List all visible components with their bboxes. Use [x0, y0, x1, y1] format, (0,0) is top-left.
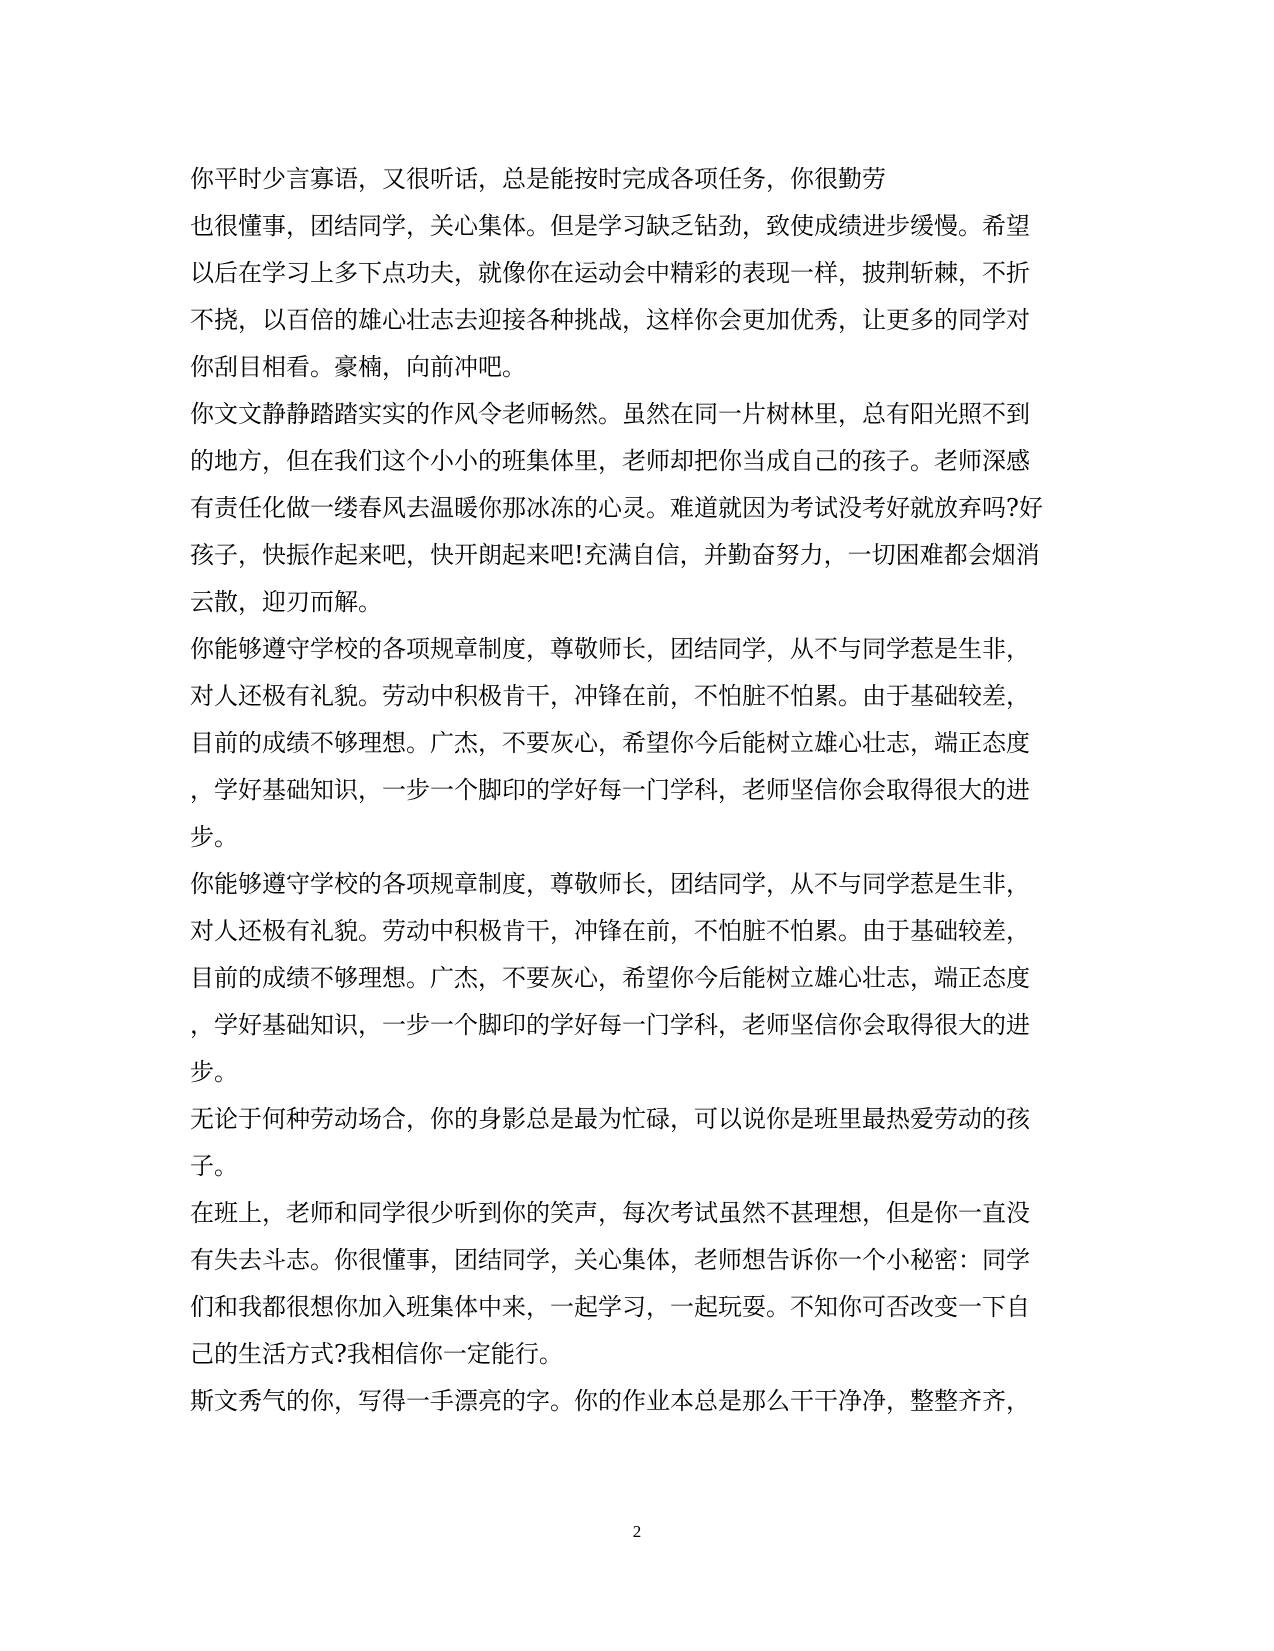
text-line: 们和我都很想你加入班集体中来，一起学习，一起玩耍。不知你可否改变一下自 — [190, 1293, 1030, 1321]
text-line: 目前的成绩不够理想。广杰，不要灰心，希望你今后能树立雄心壮志，端正态度 — [190, 729, 1030, 757]
text-line: ，学好基础知识，一步一个脚印的学好每一门学科，老师坚信你会取得很大的进 — [190, 776, 1030, 804]
text-line: 无论于何种劳动场合，你的身影总是最为忙碌，可以说你是班里最热爱劳动的孩 — [190, 1105, 1030, 1133]
text-line: 己的生活方式?我相信你一定能行。 — [190, 1340, 563, 1368]
text-line: 子。 — [190, 1152, 238, 1180]
text-line: 不挠，以百倍的雄心壮志去迎接各种挑战，这样你会更加优秀，让更多的同学对 — [190, 306, 1030, 334]
text-line: 目前的成绩不够理想。广杰，不要灰心，希望你今后能树立雄心壮志，端正态度 — [190, 964, 1030, 992]
text-line: 斯文秀气的你，写得一手漂亮的字。你的作业本总是那么干干净净，整整齐齐， — [190, 1387, 1030, 1415]
text-line: 有失去斗志。你很懂事，团结同学，关心集体，老师想告诉你一个小秘密：同学 — [190, 1246, 1030, 1274]
page-number: 2 — [632, 1522, 642, 1541]
text-line: ，学好基础知识，一步一个脚印的学好每一门学科，老师坚信你会取得很大的进 — [190, 1011, 1030, 1039]
text-line: 有责任化做一缕春风去温暖你那冰冻的心灵。难道就因为考试没考好就放弃吗?好 — [190, 494, 1043, 522]
text-line: 你能够遵守学校的各项规章制度，尊敬师长，团结同学，从不与同学惹是生非， — [190, 870, 1030, 898]
text-line: 你文文静静踏踏实实的作风令老师畅然。虽然在同一片树林里，总有阳光照不到 — [190, 400, 1030, 428]
text-line: 步。 — [190, 1058, 238, 1086]
text-line: 也很懂事，团结同学，关心集体。但是学习缺乏钻劲，致使成绩进步缓慢。希望 — [190, 212, 1030, 240]
text-line: 你刮目相看。豪楠，向前冲吧。 — [190, 353, 526, 381]
text-line: 孩子，快振作起来吧，快开朗起来吧!充满自信，并勤奋努力，一切困难都会烟消 — [190, 541, 1040, 569]
text-line: 对人还极有礼貌。劳动中积极肯干，冲锋在前，不怕脏不怕累。由于基础较差， — [190, 917, 1030, 945]
text-line: 在班上，老师和同学很少听到你的笑声，每次考试虽然不甚理想，但是你一直没 — [190, 1199, 1030, 1227]
text-line: 你能够遵守学校的各项规章制度，尊敬师长，团结同学，从不与同学惹是生非， — [190, 635, 1030, 663]
text-line: 对人还极有礼貌。劳动中积极肯干，冲锋在前，不怕脏不怕累。由于基础较差， — [190, 682, 1030, 710]
text-line: 的地方，但在我们这个小小的班集体里，老师却把你当成自己的孩子。老师深感 — [190, 447, 1030, 475]
text-line: 云散，迎刃而解。 — [190, 588, 382, 616]
text-line: 步。 — [190, 823, 238, 851]
text-line: 你平时少言寡语，又很听话，总是能按时完成各项任务，你很勤劳 — [190, 165, 886, 193]
text-line: 以后在学习上多下点功夫，就像你在运动会中精彩的表现一样，披荆斩棘，不折 — [190, 259, 1030, 287]
